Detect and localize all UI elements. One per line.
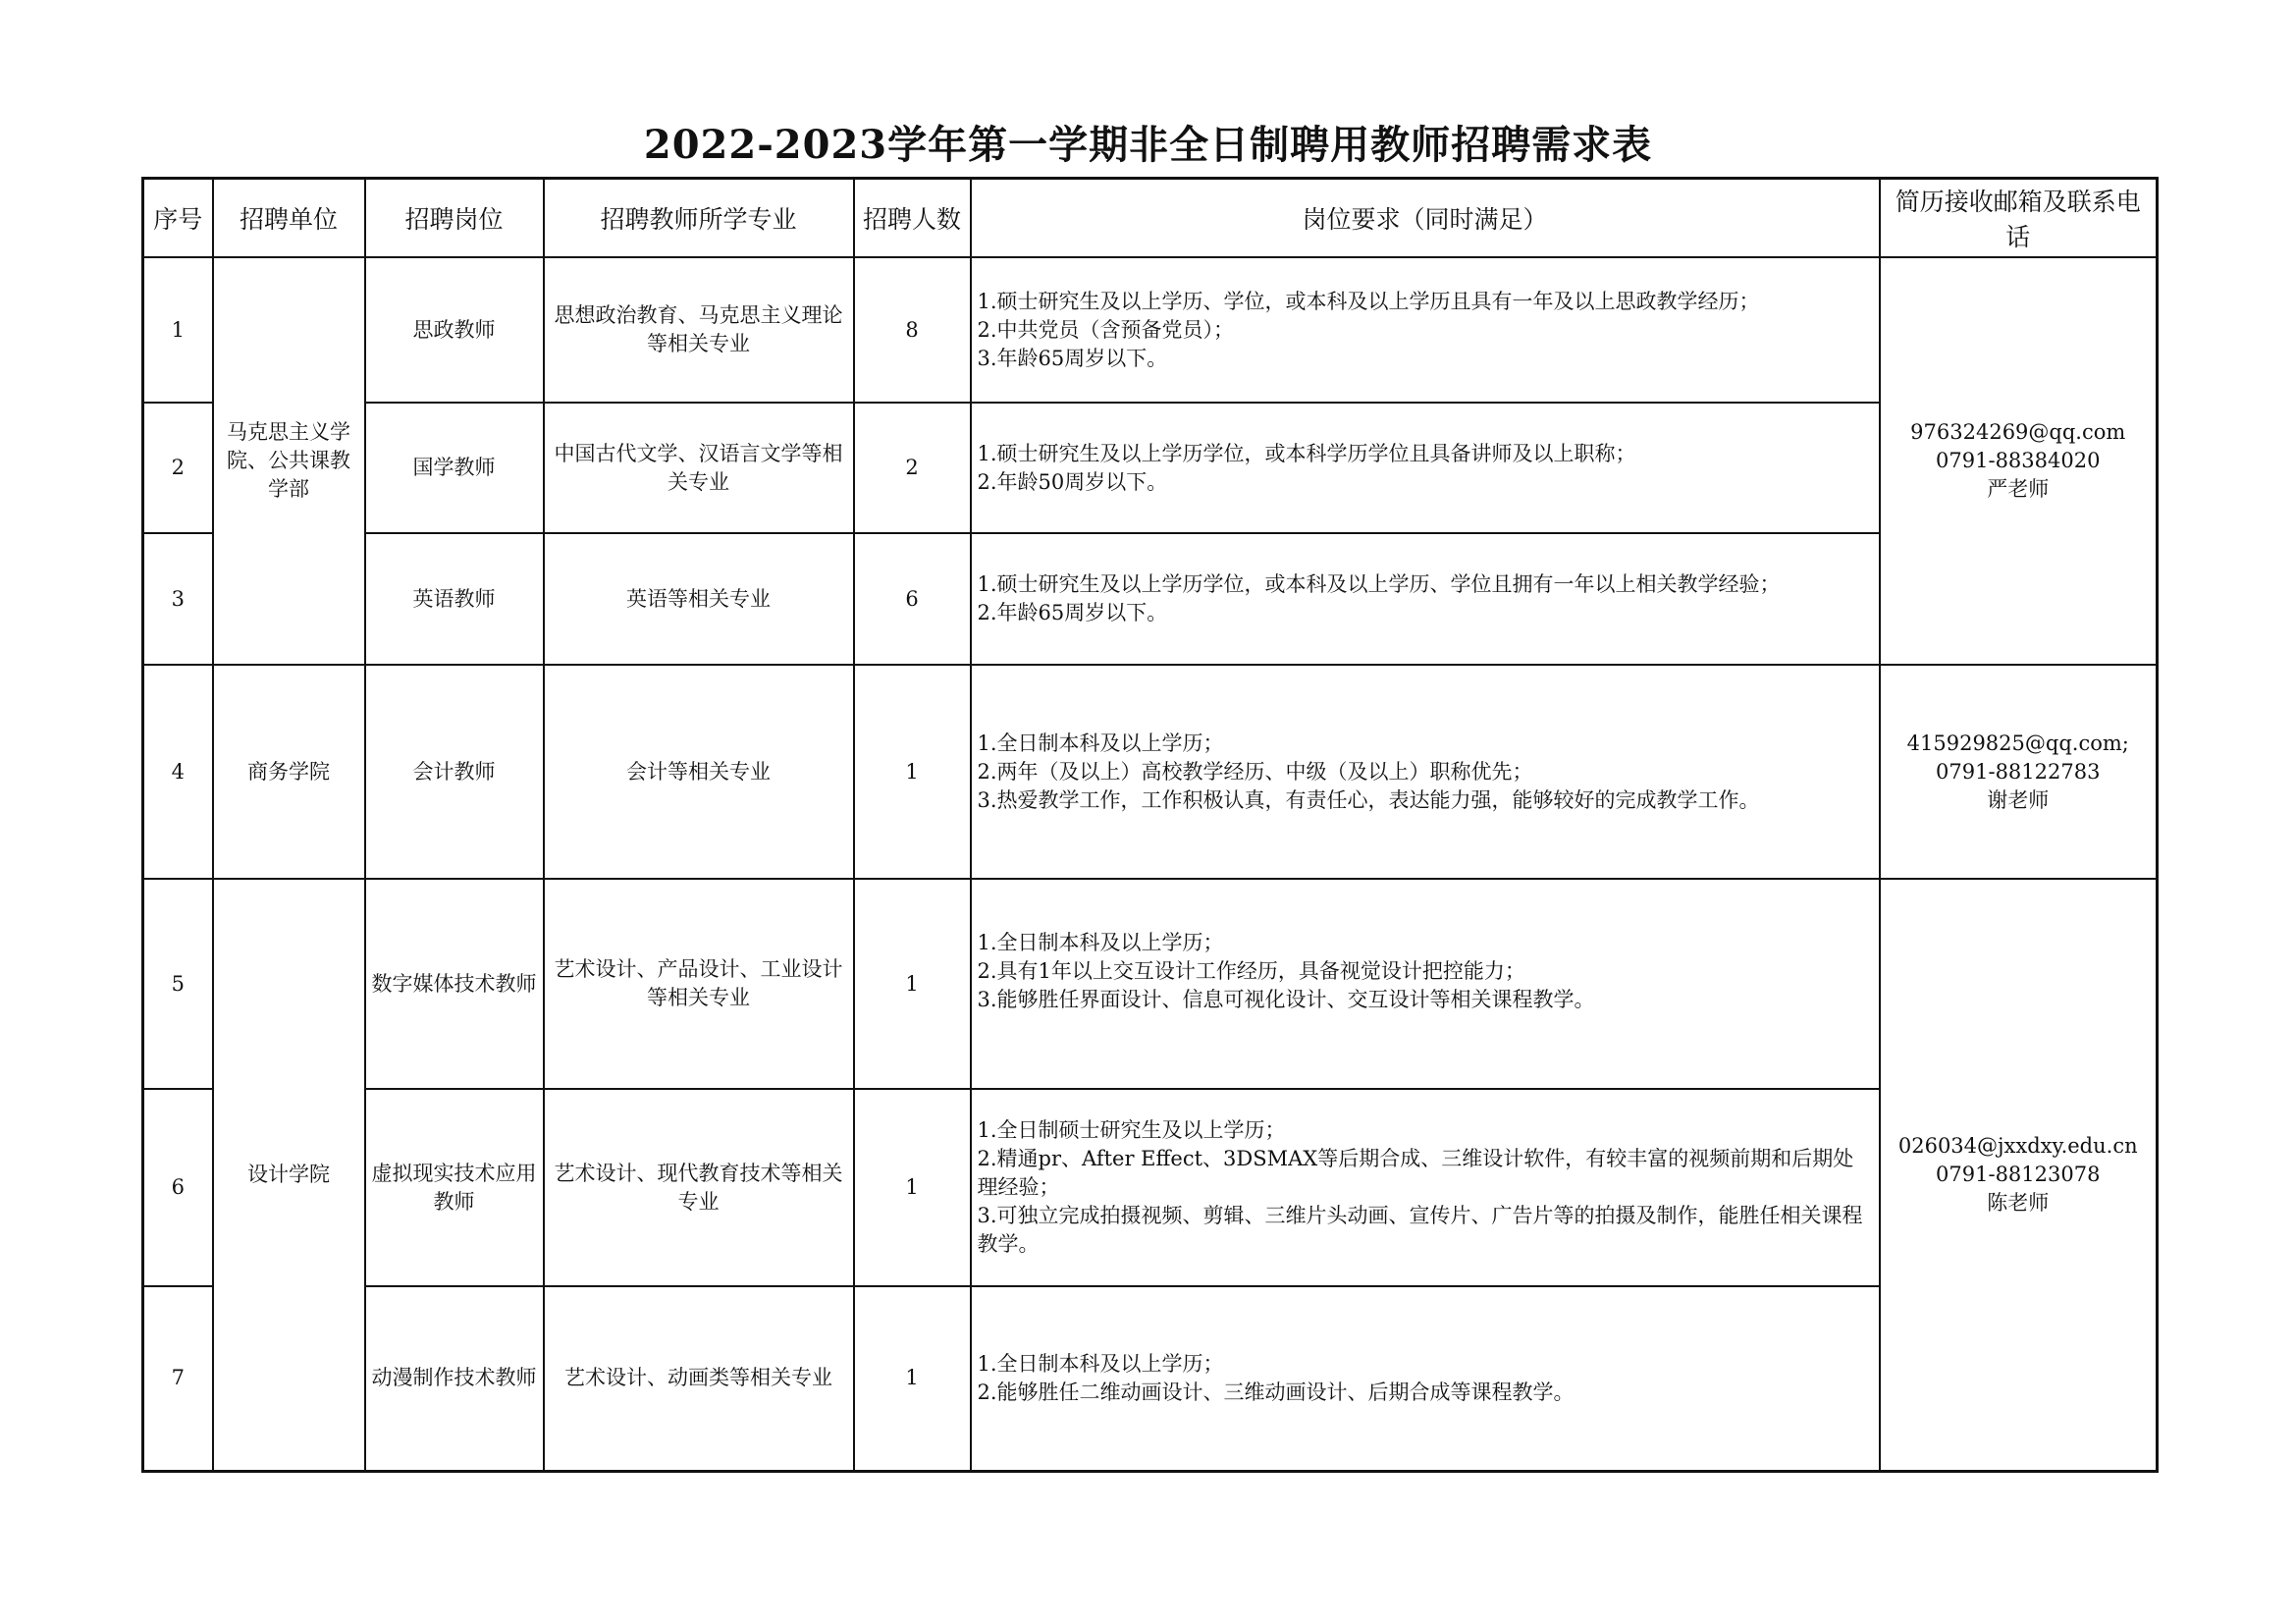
count-cell: 1	[854, 1089, 971, 1286]
table-row	[143, 1286, 2158, 1471]
table-row	[143, 403, 2158, 533]
count-cell: 1	[854, 879, 971, 1089]
requirement-line: 2.中共党员（含预备党员）；	[977, 317, 1235, 342]
header-major: 招聘教师所学专业	[544, 179, 854, 258]
header-unit: 招聘单位	[213, 179, 365, 258]
position-cell: 英语教师	[365, 533, 544, 665]
unit-cell-design: 设计学院	[213, 879, 365, 1471]
header-position: 招聘岗位	[365, 179, 544, 258]
count-cell: 6	[854, 533, 971, 665]
count-cell: 1	[854, 665, 971, 879]
requirement-line: 1.硕士研究生及以上学历学位，或本科及以上学历、学位且拥有一年以上相关教学经验；	[977, 572, 1781, 596]
count-cell: 1	[854, 1286, 971, 1471]
contact-person: 严老师	[1987, 477, 2050, 501]
contact-email: 415929825@qq.com;	[1906, 731, 2129, 755]
requirements-cell	[971, 1286, 1880, 1471]
table-row	[143, 533, 2158, 665]
requirements-cell	[971, 665, 1880, 879]
contact-phone: 0791-88123078	[1936, 1162, 2101, 1186]
requirements-cell	[971, 403, 1880, 533]
seq-cell: 4	[143, 665, 213, 879]
requirement-line: 2.精通pr、After Effect、3DSMAX等后期合成、三维设计软件，有较丰富的视频前期和后期处理经验；	[977, 1147, 1854, 1199]
requirement-line: 2.能够胜任二维动画设计、三维动画设计、后期合成等课程教学。	[977, 1380, 1575, 1404]
header-row	[143, 179, 2158, 258]
requirement-line: 2.年龄50周岁以下。	[977, 469, 1168, 494]
requirements-cell	[971, 879, 1880, 1089]
requirement-line: 3.年龄65周岁以下。	[977, 346, 1168, 370]
seq-cell: 1	[143, 257, 213, 403]
position-cell: 国学教师	[365, 403, 544, 533]
requirement-line: 3.能够胜任界面设计、信息可视化设计、交互设计等相关课程教学。	[977, 988, 1595, 1011]
requirement-line: 3.可独立完成拍摄视频、剪辑、三维片头动画、宣传片、广告片等的拍摄及制作，能胜任相关课程教学。	[977, 1204, 1863, 1256]
seq-cell: 3	[143, 533, 213, 665]
seq-cell: 7	[143, 1286, 213, 1471]
requirements-cell	[971, 1089, 1880, 1286]
position-cell: 会计教师	[365, 665, 544, 879]
table-row	[143, 1089, 2158, 1286]
requirement-line: 1.硕士研究生及以上学历、学位，或本科及以上学历且具有一年及以上思政教学经历；	[977, 289, 1760, 313]
contact-person: 谢老师	[1987, 787, 2050, 812]
contact-person: 陈老师	[1987, 1190, 2050, 1215]
major-cell: 艺术设计、动画类等相关专业	[544, 1286, 854, 1471]
requirement-line: 2.两年（及以上）高校教学经历、中级（及以上）职称优先；	[977, 759, 1533, 784]
contact-cell-marxism	[1880, 257, 2158, 665]
requirement-line: 2.年龄65周岁以下。	[977, 601, 1168, 624]
contact-phone: 0791-88122783	[1936, 759, 2101, 784]
position-cell: 虚拟现实技术应用教师	[365, 1089, 544, 1286]
requirements-cell	[971, 533, 1880, 665]
contact-cell-design	[1880, 879, 2158, 1471]
header-seq: 序号	[143, 179, 213, 258]
header-requirements: 岗位要求（同时满足）	[971, 179, 1880, 258]
position-cell: 数字媒体技术教师	[365, 879, 544, 1089]
major-cell: 艺术设计、现代教育技术等相关专业	[544, 1089, 854, 1286]
count-cell: 8	[854, 257, 971, 403]
requirement-line: 3.热爱教学工作，工作积极认真，有责任心，表达能力强，能够较好的完成教学工作。	[977, 787, 1760, 812]
recruitment-table	[141, 177, 2159, 1473]
position-cell: 思政教师	[365, 257, 544, 403]
header-count: 招聘人数	[854, 179, 971, 258]
contact-phone: 0791-88384020	[1936, 449, 2101, 472]
contact-email: 976324269@qq.com	[1910, 420, 2126, 444]
seq-cell: 2	[143, 403, 213, 533]
header-contact: 简历接收邮箱及联系电话	[1880, 179, 2158, 258]
seq-cell: 6	[143, 1089, 213, 1286]
major-cell: 中国古代文学、汉语言文学等相关专业	[544, 403, 854, 533]
requirement-line: 1.全日制本科及以上学历；	[977, 731, 1224, 755]
table-row	[143, 257, 2158, 403]
major-cell: 英语等相关专业	[544, 533, 854, 665]
requirement-line: 1.硕士研究生及以上学历学位，或本科学历学位且具备讲师及以上职称；	[977, 441, 1636, 465]
requirement-line: 1.全日制硕士研究生及以上学历；	[977, 1118, 1286, 1142]
unit-cell-marxism: 马克思主义学院、公共课教学部	[213, 257, 365, 665]
contact-email: 026034@jxxdxy.edu.cn	[1897, 1133, 2138, 1158]
requirement-line: 2.具有1年以上交互设计工作经历，具备视觉设计把控能力；	[977, 959, 1525, 983]
page-title: 2022-2023学年第一学期非全日制聘用教师招聘需求表	[643, 122, 1653, 168]
contact-cell-business	[1880, 665, 2158, 879]
table-row	[143, 665, 2158, 879]
count-cell: 2	[854, 403, 971, 533]
major-cell: 艺术设计、产品设计、工业设计等相关专业	[544, 879, 854, 1089]
position-cell: 动漫制作技术教师	[365, 1286, 544, 1471]
requirement-line: 1.全日制本科及以上学历；	[977, 1351, 1224, 1376]
requirement-line: 1.全日制本科及以上学历；	[977, 931, 1224, 954]
seq-cell: 5	[143, 879, 213, 1089]
table-row	[143, 879, 2158, 1089]
unit-cell-business: 商务学院	[213, 665, 365, 879]
requirements-cell	[971, 257, 1880, 403]
major-cell: 思想政治教育、马克思主义理论等相关专业	[544, 257, 854, 403]
major-cell: 会计等相关专业	[544, 665, 854, 879]
